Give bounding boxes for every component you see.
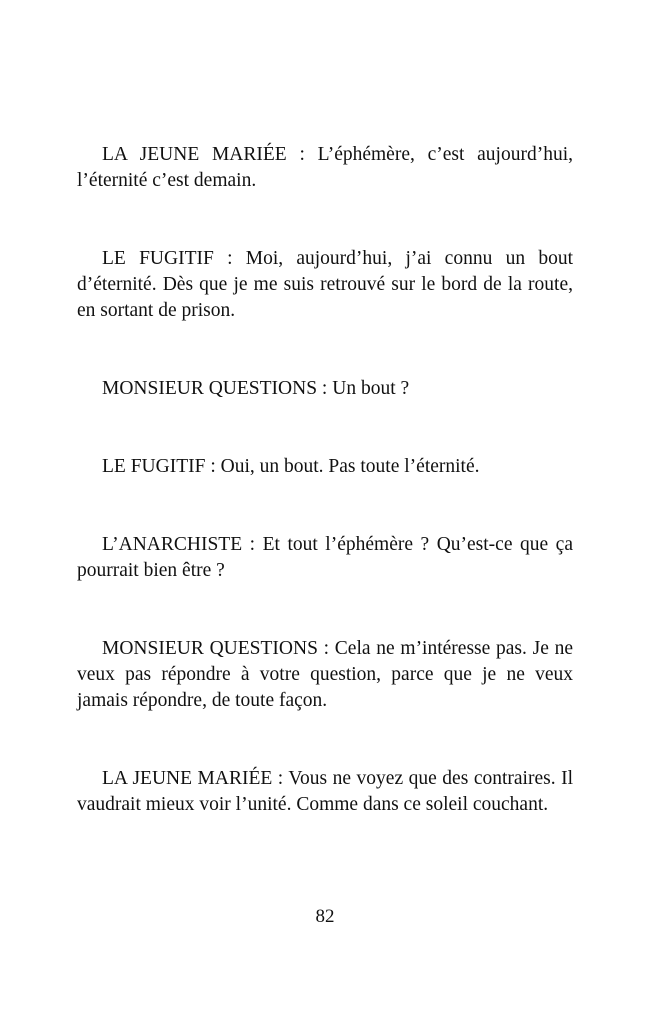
speaker-name: LA JEUNE MARIÉE : [102,144,305,165]
speaker-name: MONSIEUR QUESTIONS : [102,638,330,659]
dialogue-paragraph [77,532,573,584]
speaker-name: LE FUGITIF : [102,248,233,269]
dialogue-text: L’éphémère, c’est aujourd’hui, l’éternité c’est demain. [77,144,573,191]
dialogue-text: Et tout l’éphémère ? Qu’est-ce que ça pourrait bien être ? [77,534,573,581]
page-number: 82 [315,906,335,927]
dialogue-text: Vous ne voyez que des contraires. Il vaudrait mieux voir l’unité. Comme dans ce soleil couchant. [77,768,574,815]
speaker-name: LE FUGITIF : [102,456,216,477]
speaker-name: MONSIEUR QUESTIONS : [102,378,328,399]
page-body [77,142,573,818]
dialogue-paragraph [77,376,573,402]
speaker-name: LA JEUNE MARIÉE : [102,768,284,789]
dialogue-paragraph [77,246,573,324]
dialogue-text: Un bout ? [332,378,410,399]
dialogue-text: Oui, un bout. Pas toute l’éternité. [220,456,480,477]
dialogue-paragraph [77,142,573,194]
dialogue-text: Moi, aujourd’hui, j’ai connu un bout d’éternité. Dès que je me suis retrouvé sur le bord de la route, en sortant de prison. [77,248,573,321]
dialogue-paragraph [77,636,573,714]
dialogue-paragraph [77,454,573,480]
dialogue-text: Cela ne m’intéresse pas. Je ne veux pas répondre à votre question, parce que je ne veux jamais répondre, de toute façon. [77,638,573,711]
dialogue-paragraph [77,766,573,818]
speaker-name: L’ANARCHISTE : [102,534,256,555]
